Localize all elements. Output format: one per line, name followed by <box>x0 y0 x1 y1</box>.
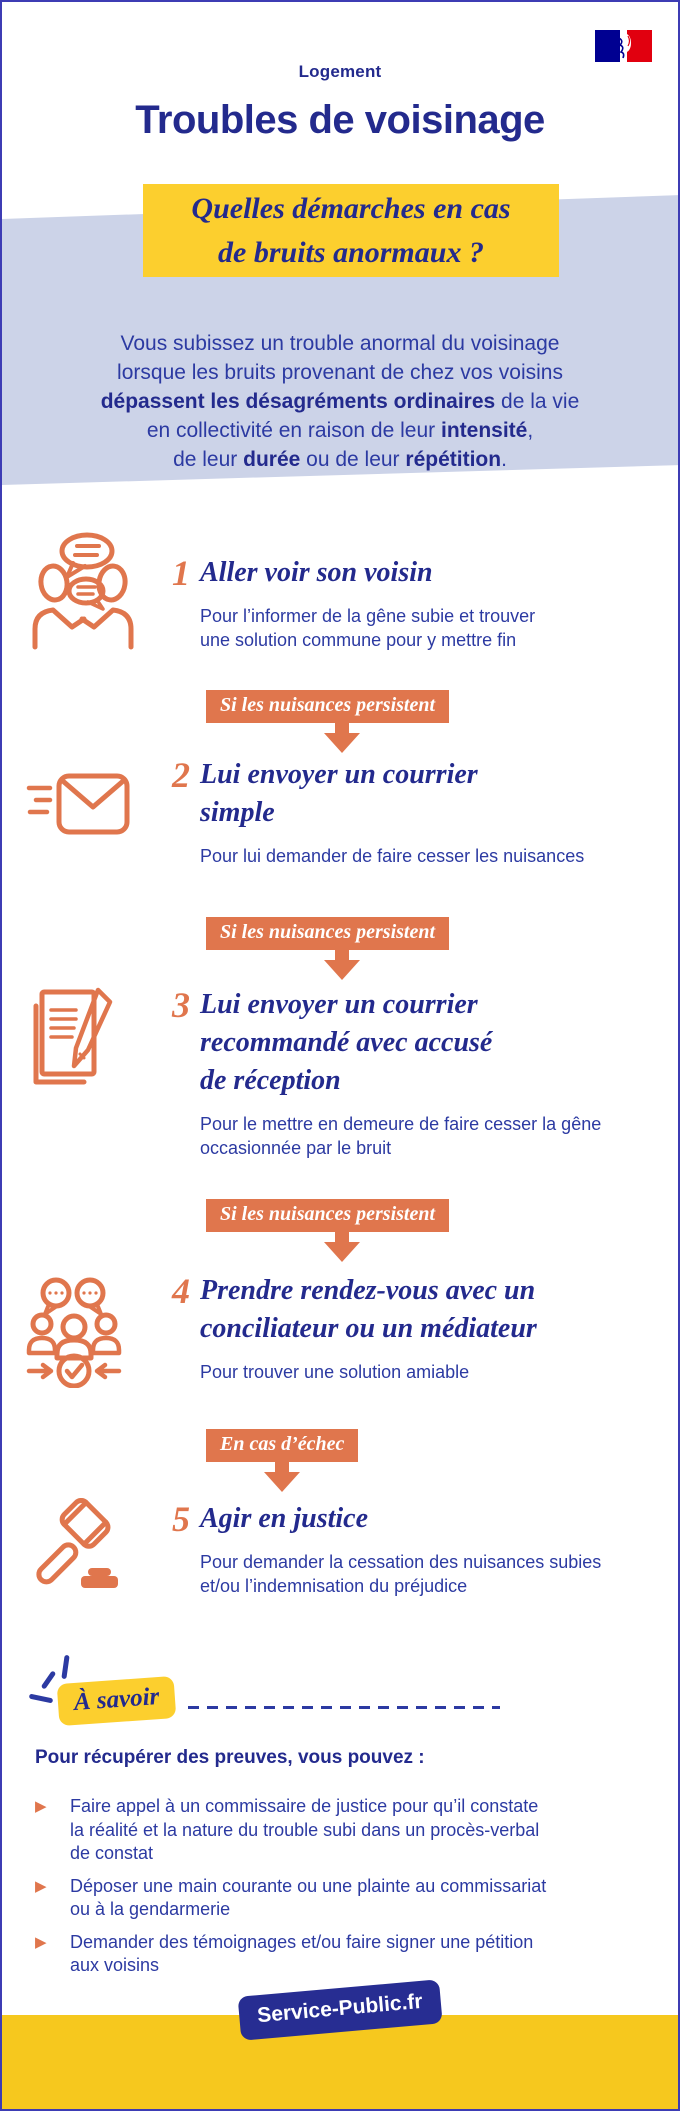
triangle-bullet-icon: ▶ <box>35 1798 47 1815</box>
question-banner <box>143 184 559 277</box>
step-number: 3 <box>172 985 190 1025</box>
list-item: ▶ Faire appel à un commissaire de justice pour qu’il constate la réalité et la nature du trouble subi dans un procès-verbal de constat <box>35 1796 540 1863</box>
intro-line: dépassent les désagréments ordinaires de la vie <box>100 390 580 413</box>
connector-badge: Si les nuisances persistent <box>206 1199 449 1232</box>
down-arrow-icon <box>264 1461 300 1492</box>
intro-paragraph <box>2 329 678 474</box>
step-description: Pour le mettre en demeure de faire cesser la gêne occasionnée par le bruit <box>200 1114 602 1158</box>
question-line: de bruits anormaux ? <box>218 235 484 269</box>
sparkle-line-icon <box>41 1670 57 1689</box>
a-savoir-badge: À savoir <box>57 1676 177 1726</box>
step-title: Prendre rendez-vous avec un conciliateur ou un médiateur <box>200 1275 537 1344</box>
step-title: Lui envoyer un courrier recommandé avec accusé de réception <box>200 989 493 1096</box>
step-5 <box>172 1500 652 1598</box>
step-title: Agir en justice <box>200 1503 369 1534</box>
step-description: Pour trouver une solution amiable <box>200 1362 470 1382</box>
letter-pen-icon <box>28 986 114 1088</box>
list-item: ▶ Demander des témoignages et/ou faire signer une pétition aux voisins <box>35 1931 534 1975</box>
service-public-logo: Service-Public.fr <box>238 1979 443 2040</box>
sparkle-line-icon <box>29 1694 54 1704</box>
list-item: ▶ Déposer une main courante ou une plainte au commissariat ou à la gendarmerie <box>35 1875 547 1919</box>
sparkle-line-icon <box>61 1655 69 1679</box>
step-4 <box>172 1272 652 1385</box>
french-government-flag-logo <box>595 30 652 62</box>
connector-badge: En cas d’échec <box>206 1429 358 1462</box>
step-number: 2 <box>172 755 190 795</box>
page-title: Troubles de voisinage <box>135 98 545 142</box>
down-arrow-icon <box>324 722 360 753</box>
step-1 <box>172 554 652 652</box>
conversation-icon <box>27 530 139 650</box>
down-arrow-icon <box>324 1231 360 1262</box>
step-2 <box>172 756 652 869</box>
step-title: Lui envoyer un courrier simple <box>200 759 478 828</box>
intro-line: de leur durée ou de leur répétition. <box>173 448 507 471</box>
connector-badge: Si les nuisances persistent <box>206 690 449 723</box>
step-title: Aller voir son voisin <box>200 557 433 588</box>
intro-line: en collectivité en raison de leur intensité, <box>146 419 534 442</box>
mediation-icon <box>26 1276 122 1388</box>
step-3 <box>172 986 652 1160</box>
step-description: Pour lui demander de faire cesser les nuisances <box>200 846 585 866</box>
step-number: 1 <box>172 553 190 593</box>
triangle-bullet-icon: ▶ <box>35 1933 47 1951</box>
intro-line: lorsque les bruits provenant de chez vos voisins <box>117 361 563 384</box>
gavel-icon <box>26 1498 122 1594</box>
step-number: 5 <box>172 1499 190 1539</box>
note-heading: Pour récupérer des preuves, vous pouvez : <box>35 1747 425 1768</box>
step-description: Pour l’informer de la gêne subie et trouver une solution commune pour y mettre fin <box>200 606 536 650</box>
step-description: Pour demander la cessation des nuisances subies et/ou l’indemnisation du préjudice <box>200 1552 602 1596</box>
down-arrow-icon <box>324 949 360 980</box>
category-label: Logement <box>298 62 382 81</box>
question-line: Quelles démarches en cas <box>191 191 511 225</box>
dashed-divider <box>188 1706 500 1709</box>
connector-badge: Si les nuisances persistent <box>206 917 449 950</box>
step-number: 4 <box>172 1271 190 1311</box>
evidence-list <box>35 1795 615 1987</box>
triangle-bullet-icon: ▶ <box>35 1877 47 1895</box>
envelope-icon <box>26 772 132 836</box>
intro-line: Vous subissez un trouble anormal du voisinage <box>120 332 560 355</box>
